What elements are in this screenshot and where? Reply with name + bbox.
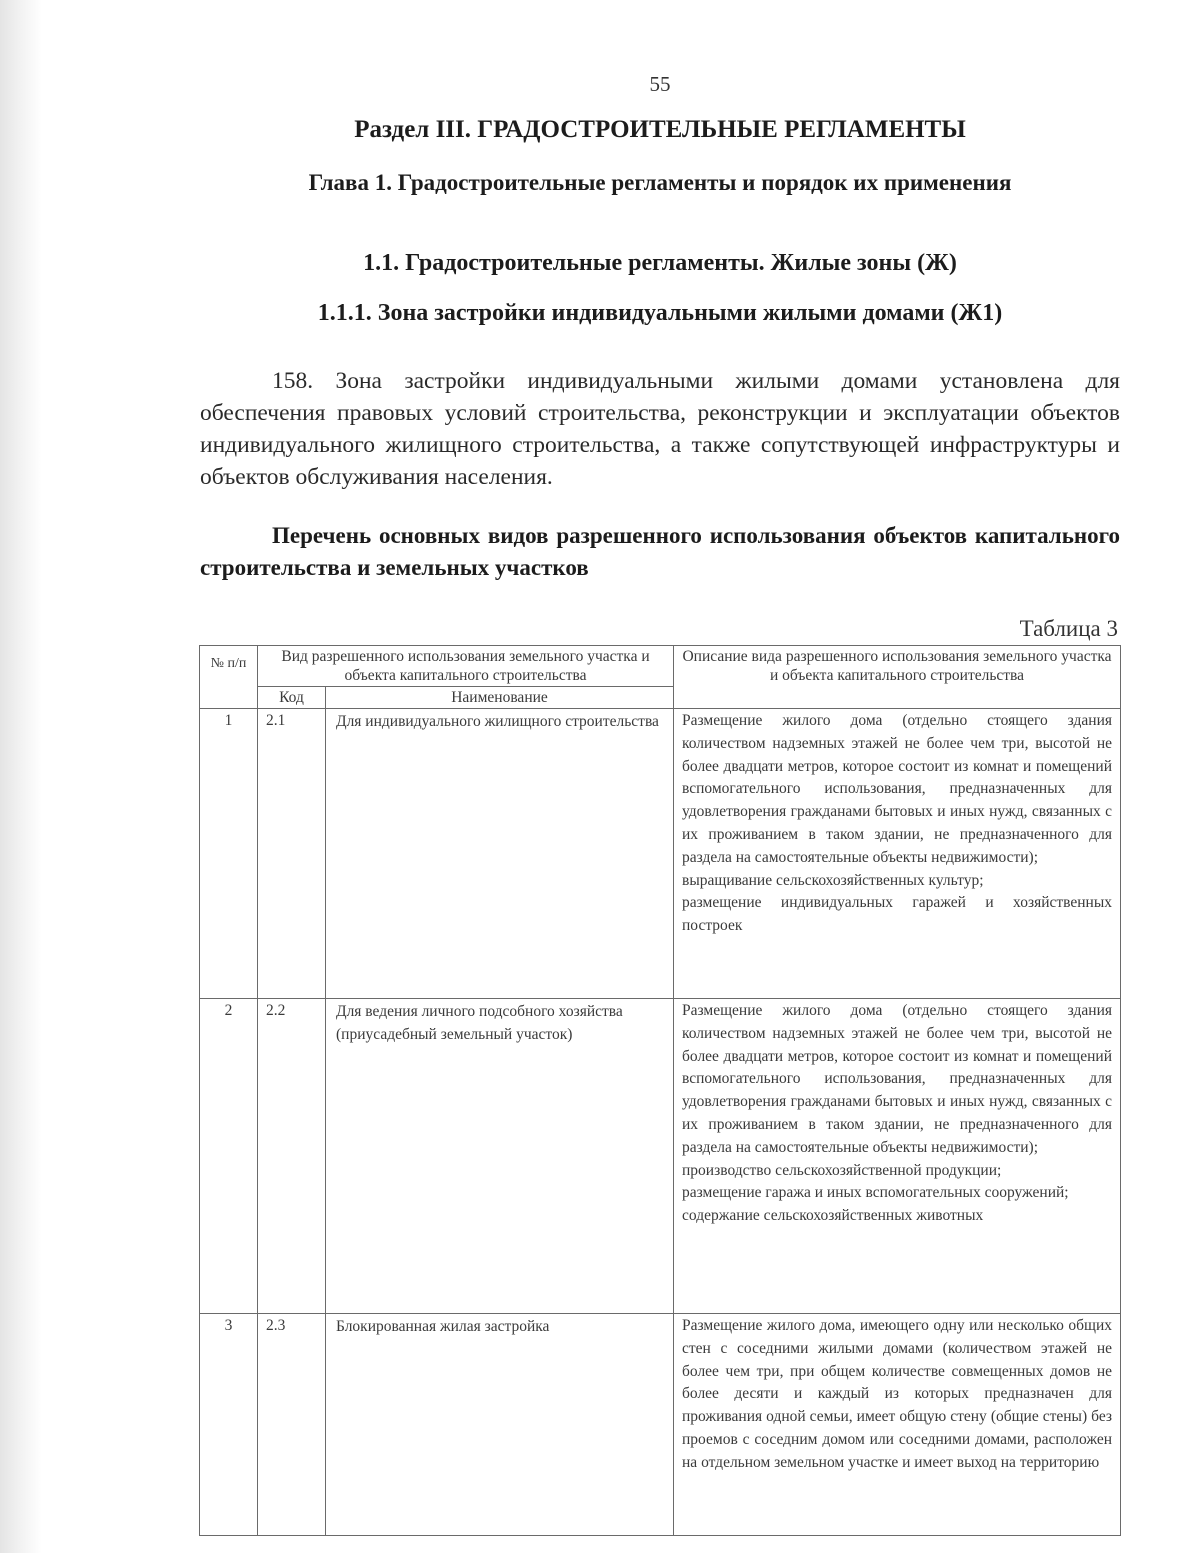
description-line: Размещение жилого дома (отдельно стоящего здания количеством надземных этажей не более чем три, высотой не более двадцати метров, которое состоит из комнат и помещений вспомогательного использования, предназначенных для удовлетворения гражданами бытовых и иных нужд, связанных с их проживанием в таком здании, не предназначенного для раздела на самостоятельные объекты недвижимости); (682, 712, 1113, 866)
description-line: содержание сельскохозяйственных животных (682, 1207, 984, 1225)
permitted-use-table (199, 645, 1121, 1536)
page-number: 55 (649, 72, 671, 96)
row-description (674, 709, 1121, 999)
table-row (200, 999, 1121, 1314)
description-line: размещение гаража и иных вспомогательных сооружений; (682, 1184, 1069, 1202)
row-name: Для ведения личного подсобного хозяйства (приусадебный земельный участок) (326, 999, 674, 1314)
row-name: Блокированная жилая застройка (326, 1314, 674, 1536)
list-heading: Перечень основных видов разрешенного использования объектов капитального строительства и земельных участков (200, 523, 1120, 580)
section-title: Раздел III. ГРАДОСТРОИТЕЛЬНЫЕ РЕГЛАМЕНТЫ (354, 116, 966, 143)
description-line: производство сельскохозяйственной продукции; (682, 1161, 1002, 1179)
header-code: Код (258, 687, 326, 709)
description-line: выращивание сельскохозяйственных культур; (682, 871, 984, 889)
table-caption: Таблица 3 (1019, 616, 1118, 641)
zone-title: 1.1.1. Зона застройки индивидуальными жилыми домами (Ж1) (317, 300, 1003, 326)
description-line: Размещение жилого дома, имеющего одну или несколько общих стен с соседними жилыми домами (количеством этажей не более чем три, при общем количестве совмещенных домов не более десяти и каждый из которых предназначен для проживания одной семьи, имеет общую стену (общие стены) без проемов с соседним домом или соседними домами, расположен на отдельном земельном участке и имеет выход на территорию (682, 1317, 1113, 1471)
header-use-type: Вид разрешенного использования земельного участка и объекта капитального строительства (258, 646, 674, 687)
row-code: 2.2 (258, 999, 326, 1314)
header-description: Описание вида разрешенного использования земельного участка и объекта капитального строительства (674, 646, 1121, 709)
row-number: 3 (200, 1314, 258, 1536)
scan-edge-shadow (0, 0, 42, 1553)
chapter-title: Глава 1. Градостроительные регламенты и порядок их применения (308, 170, 1012, 195)
row-description (674, 1314, 1121, 1536)
row-number: 1 (200, 709, 258, 999)
row-name: Для индивидуального жилищного строительства (326, 709, 674, 999)
row-code: 2.1 (258, 709, 326, 999)
paragraph-158: 158. Зона застройки индивидуальными жилыми домами установлена для обеспечения правовых условий строительства, реконструкции и эксплуатации объектов индивидуального жилищного строительства, а также сопутствующей инфраструктуры и объектов обслуживания населения. (200, 368, 1120, 490)
subsection-title: 1.1. Градостроительные регламенты. Жилые зоны (Ж) (363, 250, 957, 276)
table-row (200, 709, 1121, 999)
description-line: Размещение жилого дома (отдельно стоящего здания количеством надземных этажей не более чем три, высотой не более двадцати метров, которое состоит из комнат и помещений вспомогательного использования, предназначенных для удовлетворения гражданами бытовых и иных нужд, связанных с их проживанием в таком здании, не предназначенного для раздела на самостоятельные объекты недвижимости); (682, 1002, 1113, 1156)
row-number: 2 (200, 999, 258, 1314)
row-description (674, 999, 1121, 1314)
header-number: № п/п (200, 646, 258, 709)
table-header-row (200, 646, 1121, 687)
table-row (200, 1314, 1121, 1536)
row-code: 2.3 (258, 1314, 326, 1536)
description-line: размещение индивидуальных гаражей и хозяйственных построек (682, 894, 1113, 935)
header-name: Наименование (326, 687, 674, 709)
